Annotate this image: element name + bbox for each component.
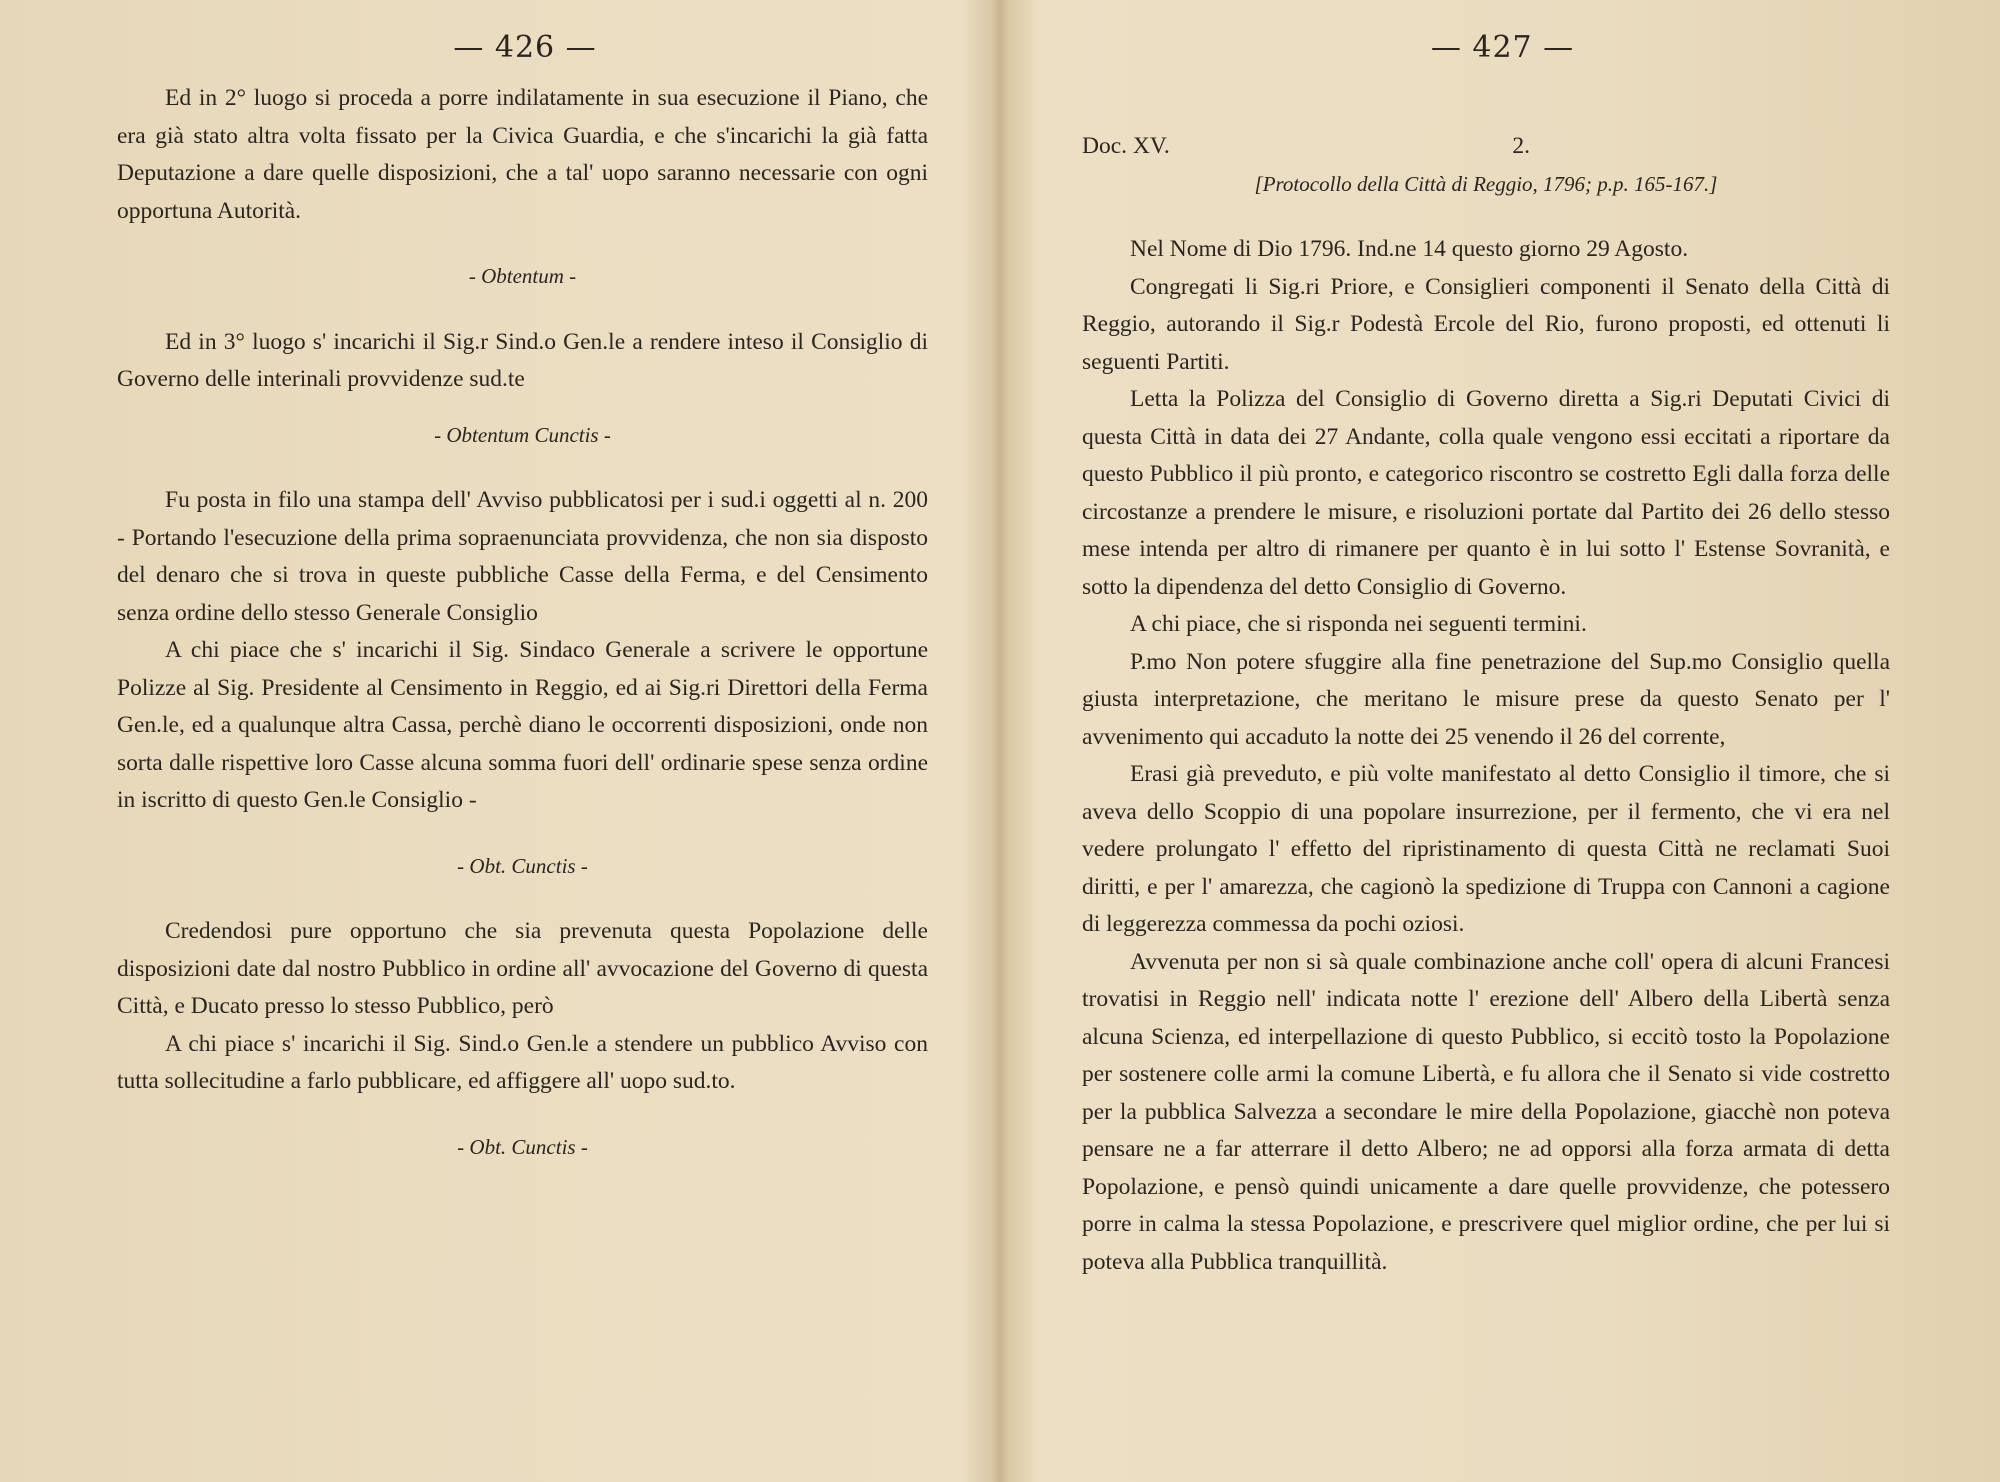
paragraph: P.mo Non potere sfuggire alla fine penetrazione del Sup.mo Consiglio quella giusta interpretazione, che meritano le misure prese da questo Senato per l' avvenimento qui accaduto la notte dei 25 venendo il 26 del corrente, [1082,648,1890,750]
document-heading [1082,128,1890,166]
paragraph: Congregati li Sig.ri Priore, e Consiglieri componenti il Senato della Città di Reggio, autorando il Sig.r Podestà Ercole del Rio, furono proposti, ed ottenuti li seguenti Partiti. [1082,273,1890,375]
document-number: 2. [1512,133,1530,159]
paragraph: A chi piace, che si risponda nei seguenti termini. [1130,611,1587,637]
source-citation: [Protocollo della Città di Reggio, 1796; p.p. 165-167.] [1254,171,1718,196]
paragraph: Nel Nome di Dio 1796. Ind.ne 14 questo giorno 29 Agosto. [1130,236,1689,262]
paragraph: A chi piace s' incarichi il Sig. Sind.o Gen.le a stendere un pubblico Avviso con tutta sollecitudine a farlo pubblicare, ed affiggere all' uopo sud.to. [117,1030,928,1094]
paragraph: Avvenuta per non si sà quale combinazione anche coll' opera di alcuni Francesi trovatisi in Reggio nell' indicata notte l' erezione dell' Albero della Libertà senza alcuna Scienza, ed interpellazione di questo Pubblico, si eccitò tosto la Popolazione per sostenere colle armi la comune Libertà, e fu allora che il Senato si vide costretto per la pubblica Salvezza a secondare le mire della Popolazione, giacchè non poteva pensare ne a far atterrare il detto Albero; ne ad opporsi alla forza armata di detta Popolazione, e pensò quindi unicamente a dare quelle provvidenze, che potessero porre in calma la stessa Popolazione, e prescrivere quel miglior ordine, che per lui si poteva alla Pubblica tranquillità. [1082,948,1890,1275]
outcome-note: - Obt. Cunctis - [457,1134,588,1159]
page-number: — 426 — [453,30,597,65]
page-number: — 427 — [1430,30,1575,65]
outcome-note: - Obt. Cunctis - [457,853,588,878]
outcome-note: - Obtentum Cunctis - [434,422,611,447]
right-page [1000,0,2000,1482]
document-label: Doc. XV. [1082,133,1170,159]
outcome-note: - Obtentum - [468,264,577,288]
paragraph: Erasi già preveduto, e più volte manifestato al detto Consiglio il timore, che si aveva dello Scoppio di una popolare insurrezione, per il fermento, che vi era nel vedere prolungato l' effetto del ripristinamento di questa Città ne reclamati Suoi diritti, e per l' amarezza, che cagionò la spedizione di Truppa con Cannoni a cagione di leggerezza commessa da pochi oziosi. [1082,761,1890,937]
page-body [1082,128,1890,1281]
paragraph: A chi piace che s' incarichi il Sig. Sindaco Generale a scrivere le opportune Polizze al Sig. Presidente al Censimento in Reggio, ed ai Sig.ri Direttori della Ferma Gen.le, ed a qualunque altra Cassa, perchè diano le occorrenti disposizioni, onde non sorta dalle rispettive loro Casse alcuna somma fuori dell' ordinarie spese senza ordine in iscritto di questo Gen.le Consiglio - [117,637,928,813]
page-body [117,80,928,1166]
left-page [0,0,998,1482]
paragraph: Ed in 2° luogo si proceda a porre indilatamente in sua esecuzione il Piano, che era già stato altra volta fissato per la Civica Guardia, e che s'incarichi la già fatta Deputazione a dare quelle disposizioni, che a tal' uopo saranno necessarie con ogni opportuna Autorità. [117,85,928,224]
paragraph: Credendosi pure opportuno che sia prevenuta questa Popolazione delle disposizioni date dal nostro Pubblico in ordine all' avvocazione del Governo di questa Città, e Ducato presso lo stesso Pubblico, però [117,918,928,1019]
paragraph: Letta la Polizza del Consiglio di Governo diretta a Sig.ri Deputati Civici di questa Città in data dei 27 Andante, colla quale vengono essi eccitati a riportare da questo Pubblico il più pronto, e categorico riscontro se costretto Egli dalla forza delle circostanze a prendere le misure, e risoluzioni portate dal Partito dei 26 dello stesso mese intenda per altro di rimanere per quanto è in lui sotto l' Estense Sovranità, e sotto la dipendenza del detto Consiglio di Governo. [1082,386,1890,600]
paragraph: Fu posta in filo una stampa dell' Avviso pubblicatosi per i sud.i oggetti al n. 200 - Portando l'esecuzione della prima sopraenunciata provvidenza, che non sia disposto del denaro che si trova in queste pubbliche Casse della Ferma, e del Censimento senza ordine dello stesso Generale Consiglio [117,487,928,626]
paragraph: Ed in 3° luogo s' incarichi il Sig.r Sind.o Gen.le a rendere inteso il Consiglio di Governo delle interinali provvidenze sud.te [117,328,928,392]
